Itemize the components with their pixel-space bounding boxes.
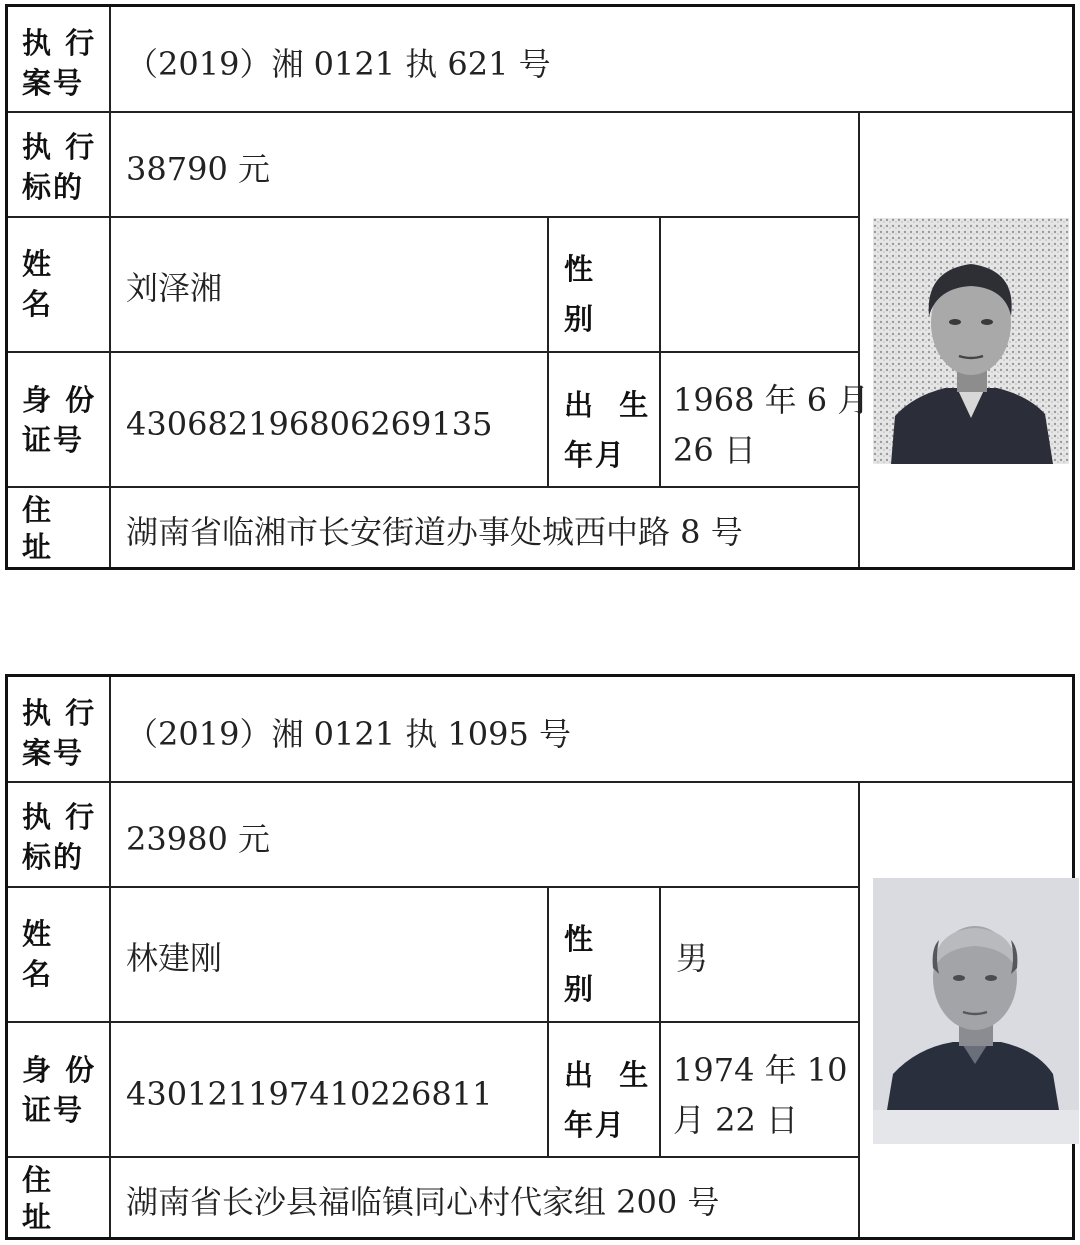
- id-number-label: 身 份 证号: [22, 1053, 97, 1127]
- gender-value: 男: [676, 939, 709, 977]
- id-number-label: 身 份 证号: [22, 383, 97, 457]
- case-number-label: 执 行 案号: [22, 696, 97, 770]
- amount-value: 38790 元: [126, 150, 270, 188]
- case-number-value: （2019）湘 0121 执 1095 号: [126, 715, 572, 753]
- address-value: 湖南省长沙县福临镇同心村代家组 200 号: [126, 1183, 720, 1221]
- birth-value: 1968 年 6 月 26 日: [673, 381, 870, 469]
- birth-value: 1974 年 10 月 22 日: [673, 1051, 848, 1139]
- amount-label: 执 行 标的: [22, 130, 97, 204]
- record-card: [5, 4, 1075, 570]
- id-number-value: 430121197410226811: [126, 1075, 493, 1113]
- address-value: 湖南省临湘市长安街道办事处城西中路 8 号: [126, 513, 743, 551]
- gender-label: 性 别: [564, 252, 596, 336]
- address-label: 住 址: [22, 1163, 54, 1234]
- name-value: 刘泽湘: [126, 269, 223, 307]
- name-value: 林建刚: [126, 939, 223, 977]
- birth-label: 出 生 年月: [564, 1058, 651, 1142]
- person-photo-icon: [873, 218, 1069, 464]
- amount-value: 23980 元: [126, 820, 270, 858]
- case-number-value: （2019）湘 0121 执 621 号: [126, 45, 551, 83]
- name-label: 姓 名: [22, 917, 54, 991]
- address-label: 住 址: [22, 493, 54, 564]
- birth-label: 出 生 年月: [564, 388, 651, 472]
- id-number-value: 430682196806269135: [126, 405, 493, 443]
- person-photo-icon: [873, 878, 1079, 1144]
- amount-label: 执 行 标的: [22, 800, 97, 874]
- name-label: 姓 名: [22, 247, 54, 321]
- case-number-label: 执 行 案号: [22, 26, 97, 100]
- gender-label: 性 别: [564, 922, 596, 1006]
- record-card: [5, 674, 1075, 1240]
